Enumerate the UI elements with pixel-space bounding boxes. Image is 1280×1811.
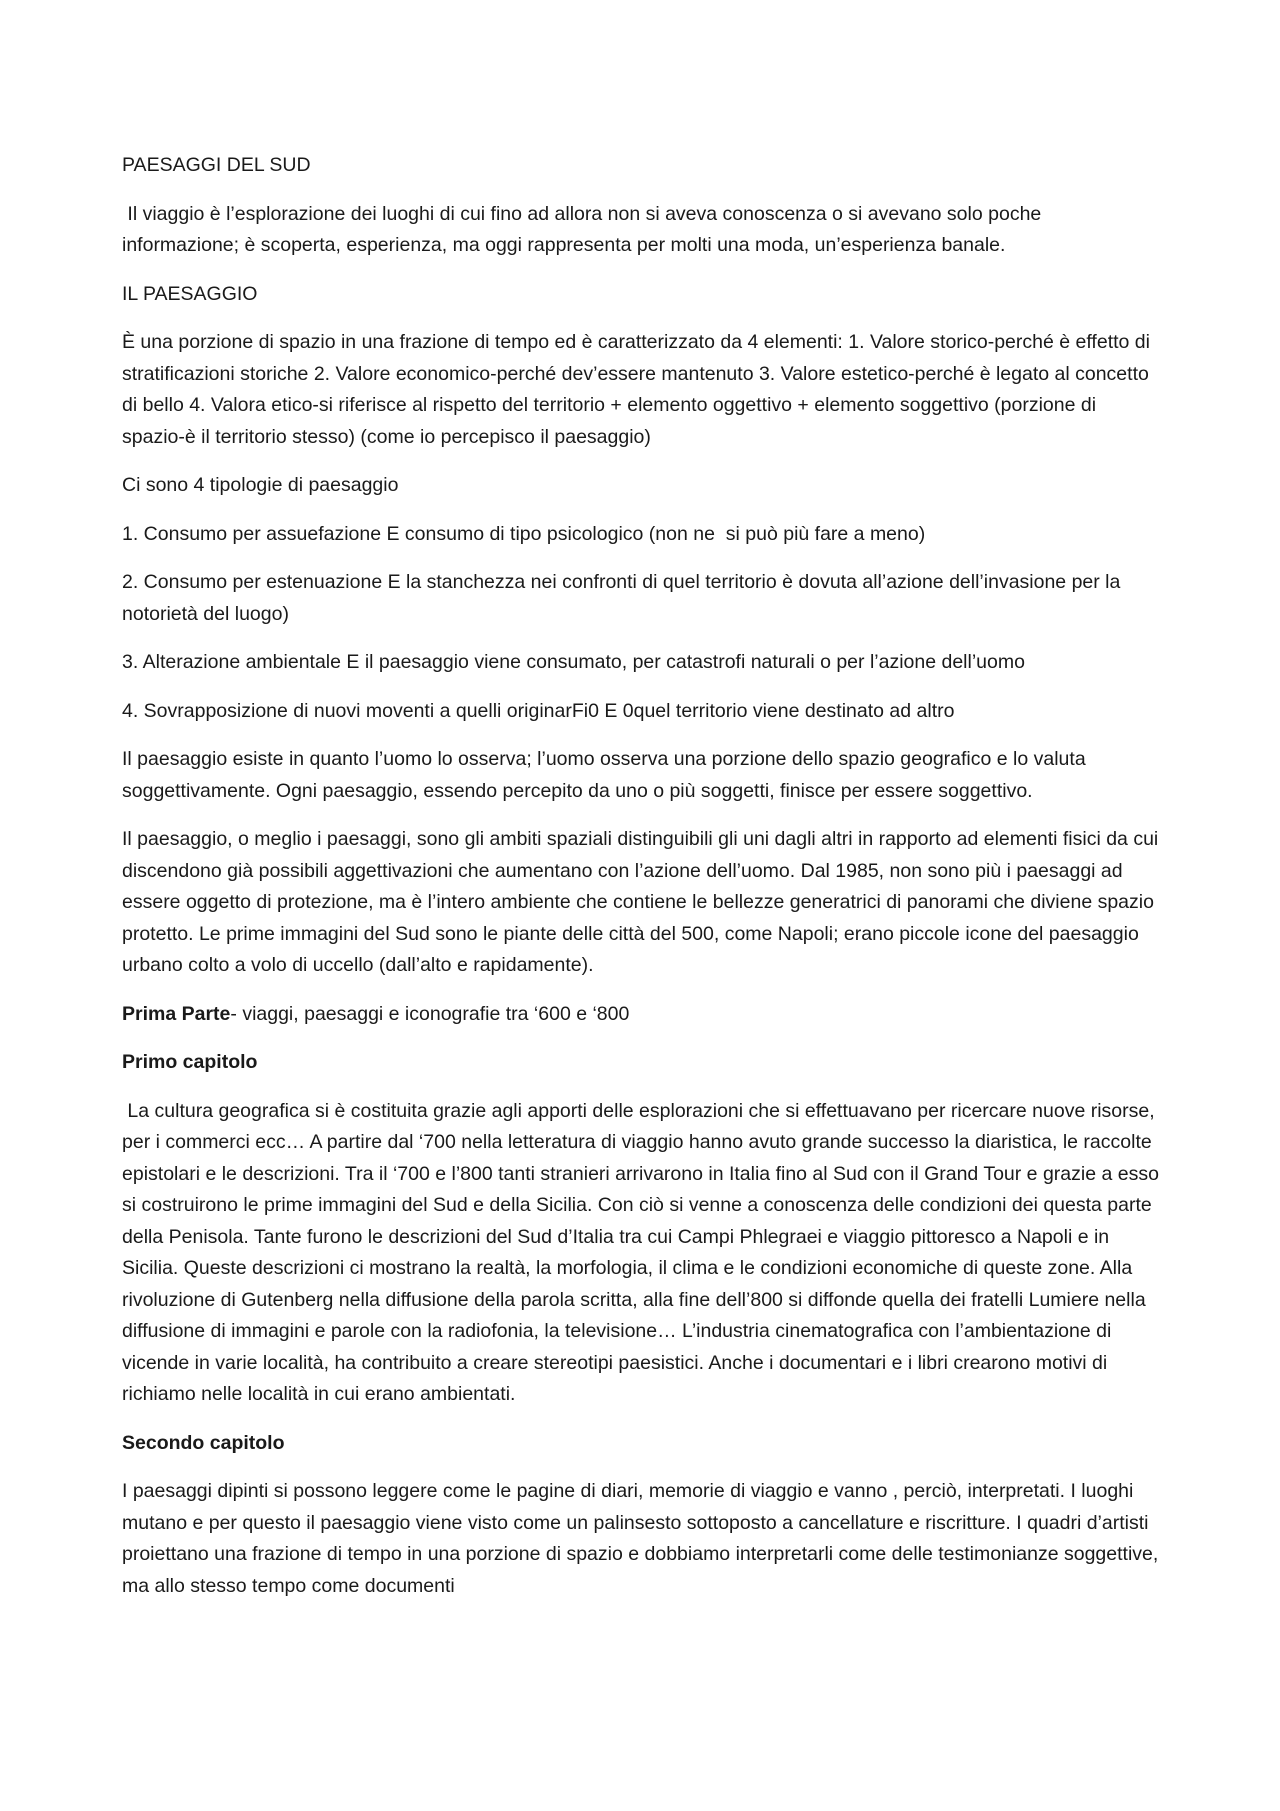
list-item: 1. Consumo per assuefazione E consumo di tipo psicologico (non ne si può più fare a meno) (122, 522, 926, 545)
types-intro: Ci sono 4 tipologie di paesaggio (122, 474, 399, 496)
chapter-one-paragraph: La cultura geografica si è costituita grazie agli apporti delle esplorazioni che si effettuavano per ricercare nuove risorse, per i commerci ecc… A partire dal ‘700 nella letteratura di viaggio hanno avuto grande successo la diaristica, le raccolte epistolari e le descrizioni. Tra il ‘700 e l’800 tanti stranieri arrivarono in Italia fino al Sud con il Grand Tour e grazie a esso si costruirono le prime immagini del Sud e della Sicilia. Con ciò si venne a conoscenza delle condizioni dei questa parte della Penisola. Tante furono le descrizioni del Sud d’Italia tra cui Campi Phlegraei e viaggio pittoresco a Napoli e in Sicilia. Queste descrizioni ci mostrano la realtà, la morfologia, il clima e le condizioni economiche di queste zone. Alla rivoluzione di Gutenberg nella diffusione della parola scritta, alla fine dell’800 si diffonde quella dei fratelli Lumiere nella diffusione di immagini e parole con la radiofonia, la televisione… L’industria cinematografica con l’ambientazione di vicende in varie località, ha contribuito a creare stereotipi paesistici. Anche i documentari e i libri crearono motivi di richiamo nelle località in cui erano ambientati. (122, 1099, 1165, 1405)
part-one-heading (122, 999, 1162, 1031)
chapter-two-title: Secondo capitolo (122, 1431, 285, 1454)
chapter-two-heading (122, 1428, 1162, 1460)
intro-paragraph: Il viaggio è l’esplorazione dei luoghi di cui fino ad allora non si aveva conoscenza o si avevano solo poche informazione; è scoperta, esperienza, ma oggi rappresenta per molti una moda, un’esperienza banale. (122, 202, 1047, 256)
document-page (122, 150, 1165, 1619)
document-title: PAESAGGI DEL SUD (122, 154, 311, 176)
list-item: 2. Consumo per estenuazione E la stanchezza nei confronti di quel territorio è dovuta all’azione dell’invasione per la notorietà del luogo) (122, 571, 1126, 625)
chapter-two-paragraph: I paesaggi dipinti si possono leggere come le pagine di diari, memorie di viaggio e vanno , perciò, interpretati. I luoghi mutano e per questo il paesaggio viene visto come un palinsesto sottoposto a cancellature e riscritture. I quadri d’artisti proiettano una frazione di tempo in una porzione di spazio e dobbiamo interpretarli come delle testimonianze soggettive, ma allo stesso tempo come documenti (122, 1480, 1164, 1597)
ambits-paragraph: Il paesaggio, o meglio i paesaggi, sono gli ambiti spaziali distinguibili gli uni dagli altri in rapporto ad elementi fisici da cui discendono già possibili aggettivazioni che aumentano con l’azione dell’uomo. Dal 1985, non sono più i paesaggi ad essere oggetto di protezione, ma è l’intero ambiente che contiene le bellezze generatrici di panorami che diviene spazio protetto. Le prime immagini del Sud sono le piante delle città del 500, come Napoli; erano piccole icone del paesaggio urbano colto a volo di uccello (dall’alto e rapidamente). (122, 828, 1164, 976)
observation-paragraph: Il paesaggio esiste in quanto l’uomo lo osserva; l’uomo osserva una porzione dello spazio geografico e lo valuta soggettivamente. Ogni paesaggio, essendo percepito da uno o più soggetti, finisce per essere soggettivo. (122, 748, 1092, 802)
section-heading: IL PAESAGGIO (122, 282, 258, 305)
part-one-label: Prima Parte (122, 1002, 231, 1025)
chapter-one-heading (122, 1047, 1162, 1079)
list-item: 4. Sovrapposizione di nuovi moventi a quelli originarFi0 E 0quel territorio viene destinato ad altro (122, 699, 955, 722)
list-item: 3. Alterazione ambientale E il paesaggio viene consumato, per catastrofi naturali o per l’azione dell’uomo (122, 651, 1025, 673)
chapter-one-title: Primo capitolo (122, 1051, 258, 1073)
definition-paragraph: È una porzione di spazio in una frazione di tempo ed è caratterizzato da 4 elementi: 1. Valore storico-perché è effetto di stratificazioni storiche 2. Valore economico-perché dev’essere mantenuto 3. Valore estetico-perché è legato al concetto di bello 4. Valora etico-si riferisce al rispetto del territorio + elemento oggettivo + elemento soggettivo (porzione di spazio-è il territorio stesso) (come io percepisco il paesaggio) (122, 331, 1156, 448)
part-one-subtitle: - viaggi, paesaggi e iconografie tra ‘600 e ‘800 (230, 1002, 630, 1025)
